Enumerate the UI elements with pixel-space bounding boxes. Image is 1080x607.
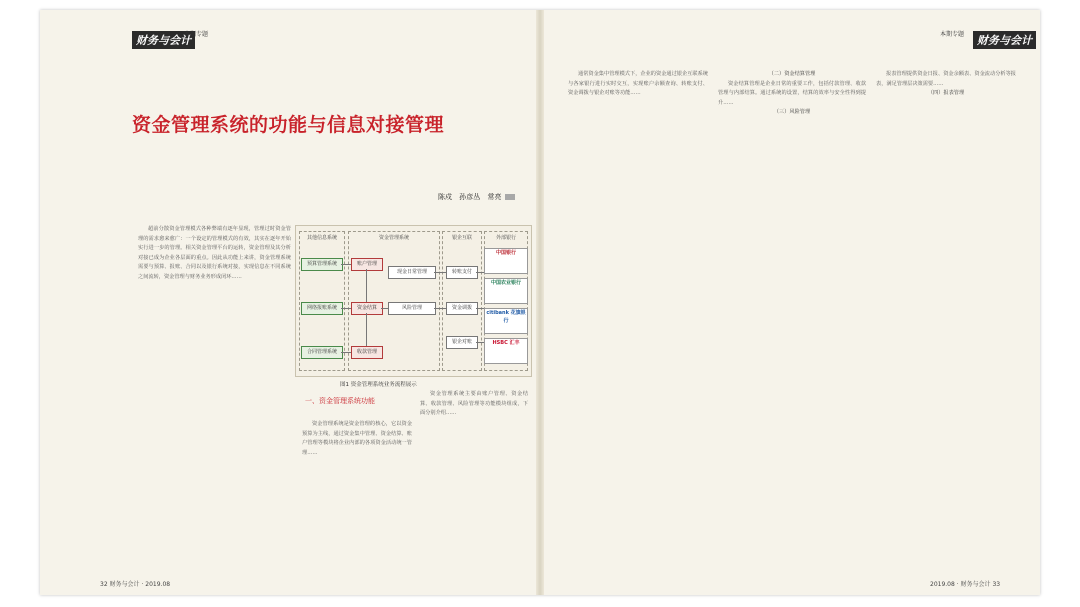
- arrow-connector: [434, 308, 446, 309]
- right-column-2: [718, 70, 866, 570]
- article-authors: 陈戍 孙彦丛 常亮: [438, 192, 515, 202]
- arrow-connector: [476, 272, 484, 273]
- abc-bank-logo: 中国农业银行: [484, 278, 528, 304]
- arrow-connector: [476, 308, 484, 309]
- collection-box: 收款管理: [351, 346, 383, 359]
- paragraph: 资金结算管理是企业日常的重要工作，包括付款管理、收款管理与内部结算。通过系统的设置，结算的效率与安全性得到提升……: [718, 80, 866, 106]
- bank-of-china-logo: 中国银行: [484, 248, 528, 274]
- transfer-payment-box: 转账支付: [446, 266, 478, 279]
- reimbursement-system-box: 网络报账系统: [301, 302, 343, 315]
- page-number-right: 2019.08 · 财务与会计 33: [930, 581, 1001, 588]
- right-page: [542, 10, 1040, 595]
- arrow-connector: [341, 352, 351, 353]
- section-heading: 一、资金管理系统功能: [305, 397, 375, 405]
- magazine-spread: [40, 10, 1040, 595]
- arrow-connector: [341, 264, 351, 265]
- hsbc-logo: HSBC 汇丰: [484, 338, 528, 364]
- paragraph: 报表管理提供资金日报、资金余额表、资金流动分析等报表，满足管理层决策需要……: [876, 71, 1016, 87]
- cash-daily-box: 现金日常管理: [388, 266, 436, 279]
- vertical-connector: [366, 313, 367, 346]
- arrow-connector: [434, 272, 446, 273]
- zone-other-systems: 其他信息系统: [299, 231, 345, 371]
- figure-caption: 图1 资金管理系统业务流程展示: [340, 382, 417, 388]
- paragraph: 通常资金集中管理模式下，企业的资金通过银企互联系统与各家银行进行实时交互，实现账户余额查询、转账支付、资金调拨与银企对账等功能……: [568, 71, 708, 97]
- issue-label-right: 本期专题: [940, 31, 965, 38]
- contract-system-box: 合同管理系统: [301, 346, 343, 359]
- fund-allocation-box: 资金调拨: [446, 302, 478, 315]
- settlement-box: 资金结算: [351, 302, 383, 315]
- vertical-connector: [366, 269, 367, 302]
- arrow-connector: [476, 342, 484, 343]
- subheading: （四）报表管理: [927, 90, 965, 97]
- paragraph: 超前分散资金管理模式各种弊端有逐年显现，管理过时资金管理的需求愈来愈广：一个设定的管理模式的有效，其实在逐年开始实行进一步的管理。相关资金管理平台的运转，资金管理及其分析对接已成为企业各层面的重点。因此从功能上来讲，资金管理系统需要与预算、报账、合同以及银行系统对接，实现信息在不同系统之间流转，资金管理与财务业务形成闭环……: [138, 226, 291, 280]
- arrow-connector: [381, 308, 388, 309]
- left-column-3: [420, 390, 528, 570]
- zone-external-banks: 外部银行: [484, 231, 528, 371]
- arrow-connector: [341, 308, 351, 309]
- bank-reconciliation-box: 银企对账: [446, 336, 478, 349]
- subheading: （二）资金结算管理: [768, 71, 816, 77]
- zone-cash-management: 资金管理系统: [348, 231, 440, 371]
- zone-bank-connect: 银企互联: [442, 231, 482, 371]
- right-column-3: [876, 70, 1016, 570]
- page-number-left: 32 财务与会计 · 2019.08: [100, 581, 171, 588]
- issue-label-left: 本期专题: [184, 31, 209, 38]
- right-column-1: [568, 70, 708, 570]
- paragraph: 资金管理系统主要由账户管理、资金结算、收款管理、风险管理等功能模块组成，下面分别介绍……: [420, 391, 528, 417]
- magazine-brand-left: 财务与会计: [132, 31, 195, 49]
- left-column-1: [138, 225, 291, 570]
- budget-system-box: 预算管理系统: [301, 258, 343, 271]
- subheading: （三）风险管理: [773, 109, 811, 116]
- left-column-2: [302, 420, 412, 570]
- citibank-logo: citibank 花旗银行: [484, 308, 528, 334]
- account-mgmt-box: 账户管理: [351, 258, 383, 271]
- risk-mgmt-box: 风险管理: [388, 302, 436, 315]
- paragraph: 资金管理系统是资金管理的核心，它以资金预算为主线，通过资金集中管理、资金结算、账户管理等模块将企业内部的各项资金活动统一管理……: [302, 421, 412, 456]
- article-title: 资金管理系统的功能与信息对接管理: [132, 114, 445, 136]
- magazine-brand-right: 财务与会计: [973, 31, 1036, 49]
- process-diagram: [295, 225, 532, 377]
